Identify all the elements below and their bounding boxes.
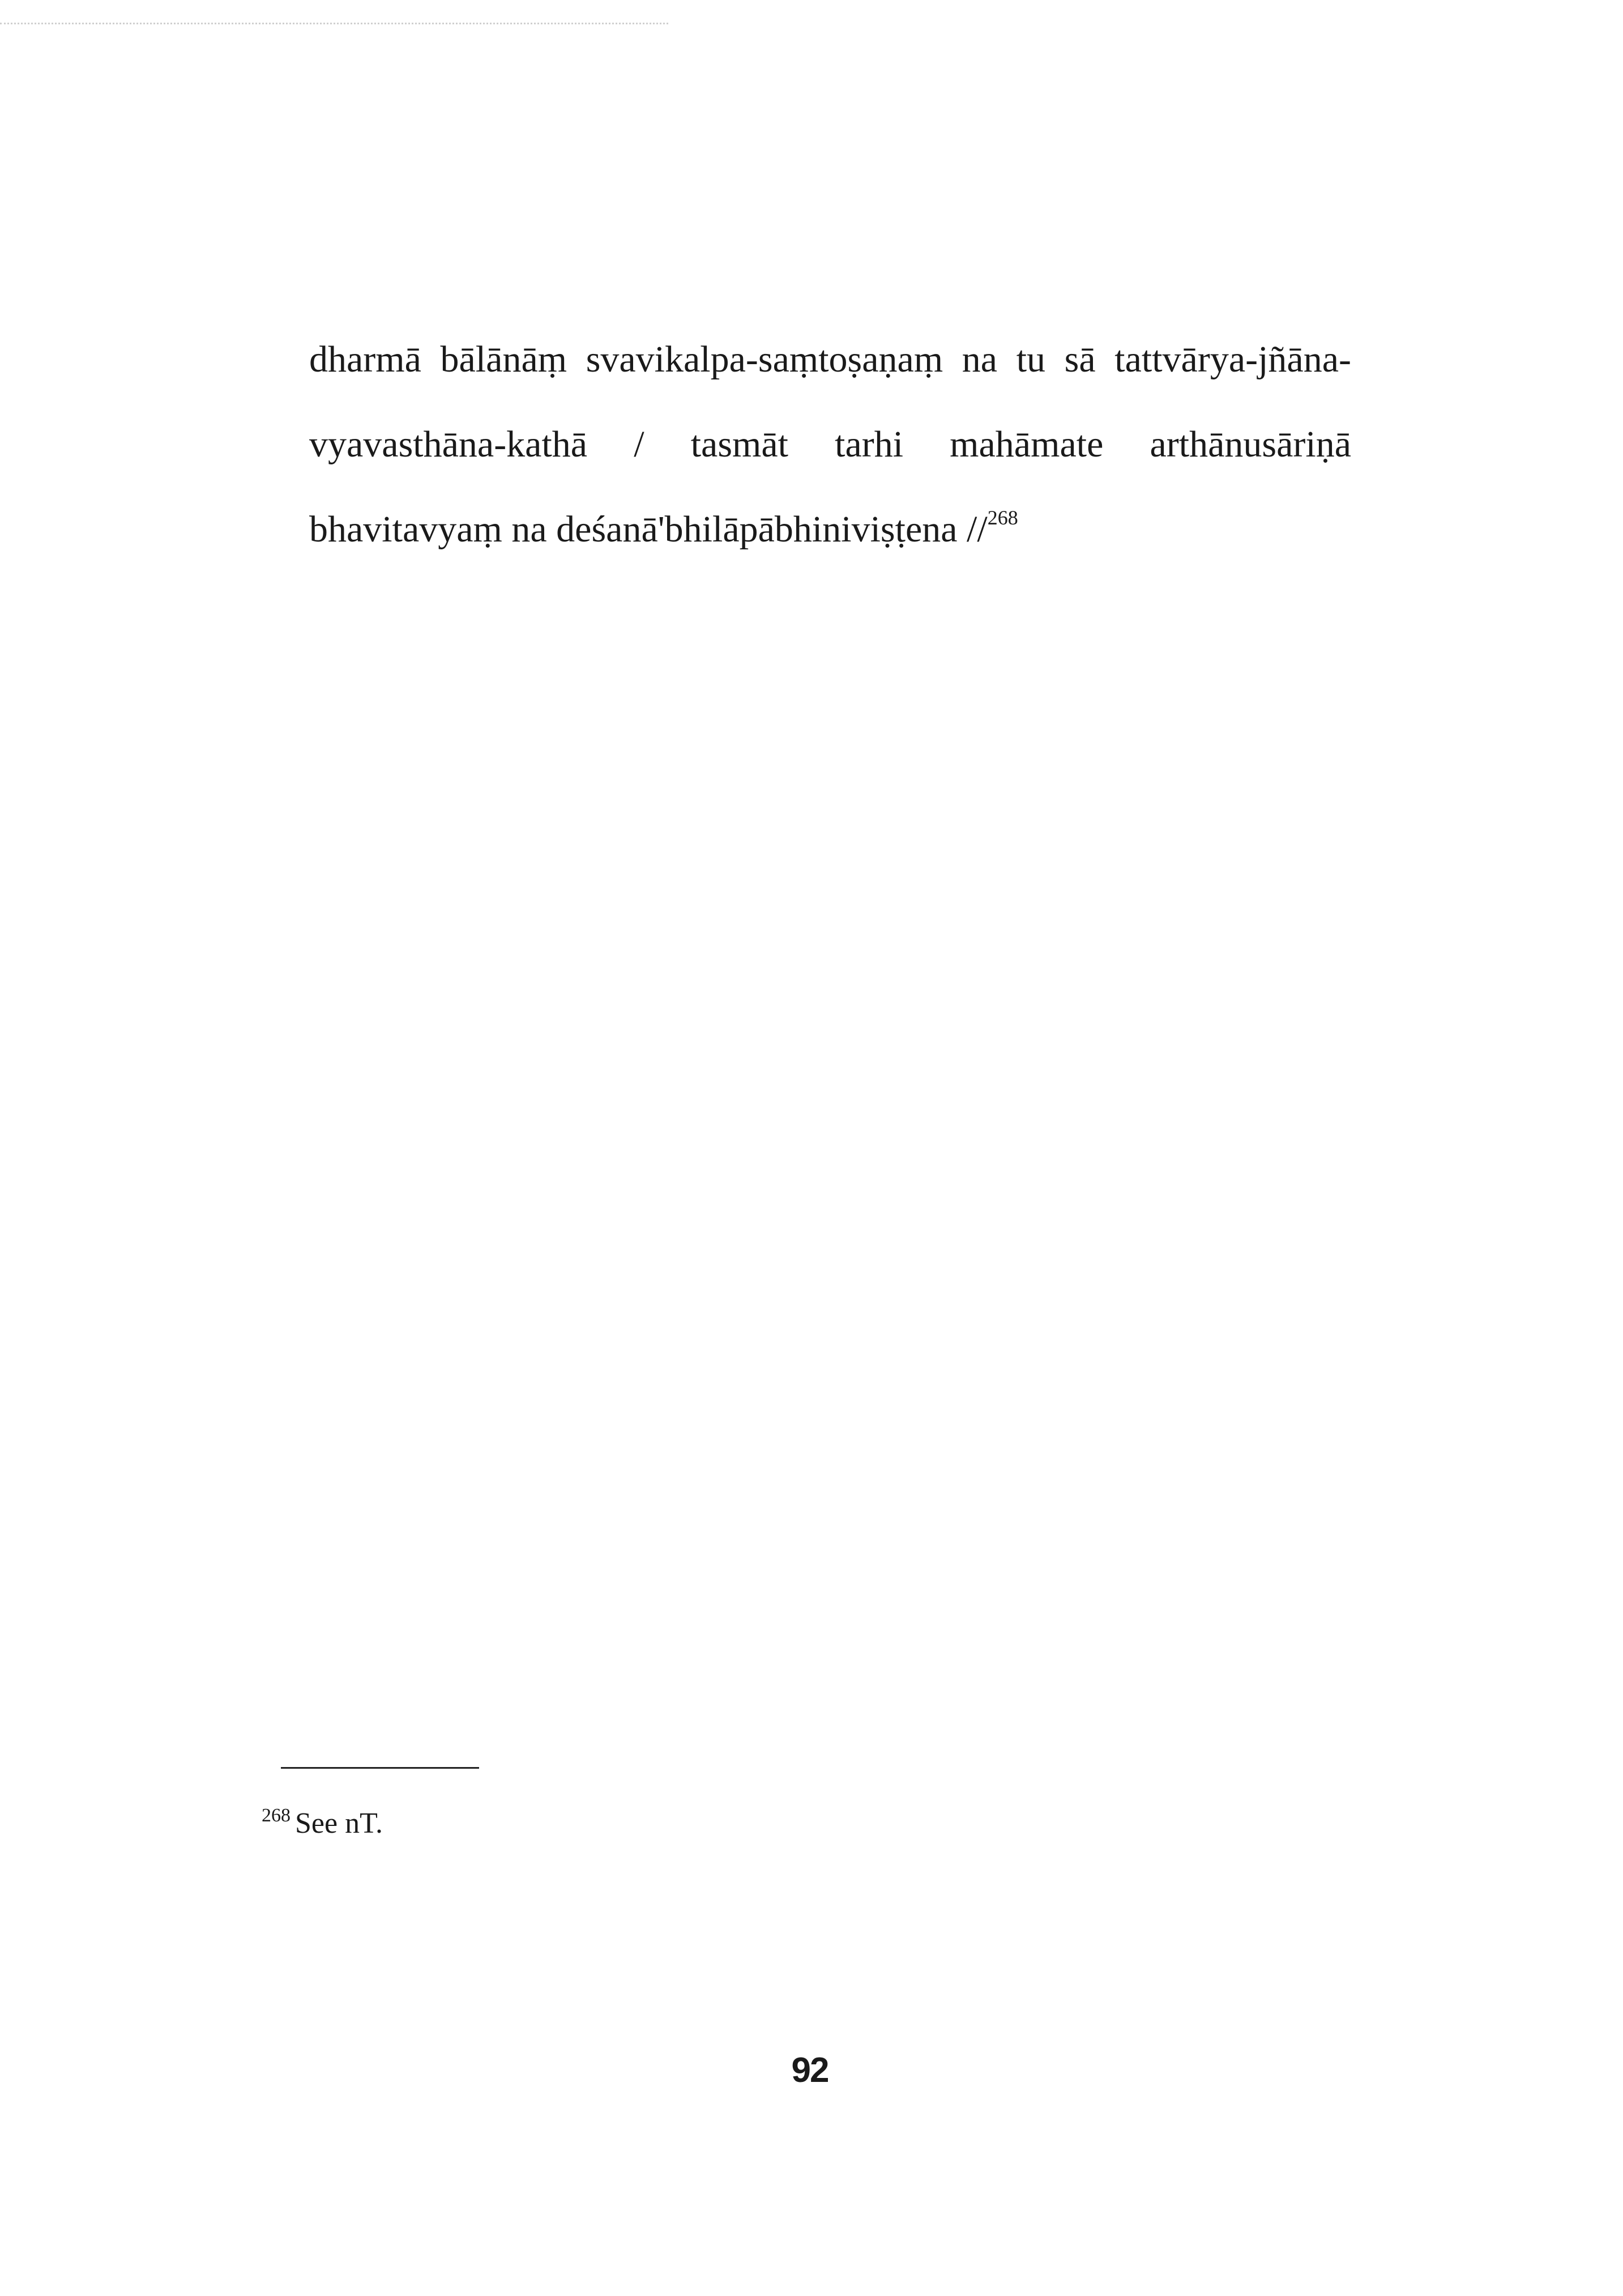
main-text-block (309, 317, 1351, 572)
text-line-1: dharmā bālānāṃ svavikalpa-saṃtoṣaṇaṃ na tu sā tattvārya-jñāna- (309, 339, 1351, 380)
footnote-reference[interactable]: 268 (987, 506, 1018, 529)
footnote-text: See nT. (295, 1807, 383, 1840)
footnote (262, 1801, 383, 1846)
text-line-3-content: bhavitavyaṃ na deśanā'bhilāpābhiniviṣṭena // (309, 509, 988, 550)
text-line-3 (309, 487, 1351, 572)
footnote-separator (281, 1767, 479, 1769)
page-number: 92 (791, 2051, 828, 2090)
text-line-2: vyavasthāna-kathā / tasmāt tarhi mahāmate arthānusāriṇā (309, 424, 1351, 465)
footnote-number: 268 (262, 1805, 291, 1826)
scan-edge-artifact (0, 23, 668, 24)
